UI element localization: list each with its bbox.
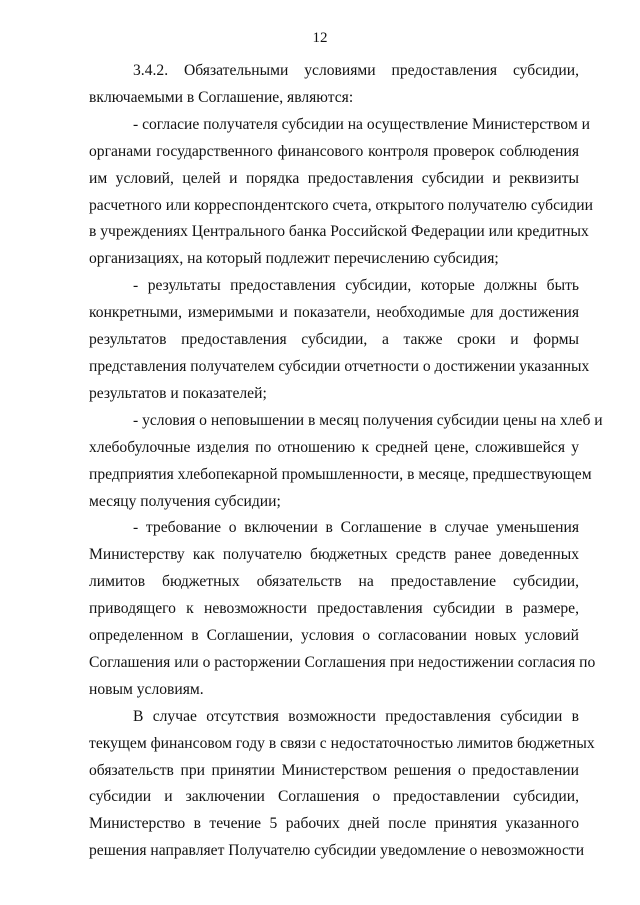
text-line: Министерству как получателю бюджетных средств ранее доведенных <box>89 546 579 564</box>
text-line: решения направляет Получателю субсидии уведомление о невозможности <box>89 842 585 860</box>
paragraph <box>89 273 590 408</box>
paragraph <box>89 704 595 865</box>
text-line: - условия о неповышении в месяц получения субсидии цены на хлеб и <box>133 411 603 429</box>
text-line: результатов и показателей; <box>89 384 267 402</box>
paragraph <box>89 112 593 273</box>
page-number: 12 <box>312 30 328 46</box>
text-line: результатов предоставления субсидии, а также сроки и формы <box>89 331 579 349</box>
text-line: - согласие получателя субсидии на осуществление Министерством и <box>133 115 590 133</box>
text-line: определенном в Соглашении, условия о согласовании новых условий <box>89 627 579 645</box>
text-line: обязательств при принятии Министерством решения о предоставлении <box>89 761 579 779</box>
text-line: Соглашения или о расторжении Соглашения при недостижении согласия по <box>89 653 596 671</box>
document-body <box>89 58 603 865</box>
text-line: В случае отсутствия возможности предоставления субсидии в <box>133 707 579 725</box>
text-line: новым условиям. <box>89 680 204 698</box>
text-line: хлебобулочные изделия по отношению к средней цене, сложившейся у <box>89 438 579 456</box>
text-line: субсидии и заключении Соглашения о предоставлении субсидии, <box>89 788 579 806</box>
text-line: - требование о включении в Соглашение в случае уменьшения <box>133 519 579 537</box>
text-line: Министерство в течение 5 рабочих дней после принятия указанного <box>89 815 579 833</box>
text-line: лимитов бюджетных обязательств на предоставление субсидии, <box>89 573 579 591</box>
text-line: текущем финансовом году в связи с недостаточностью лимитов бюджетных <box>89 734 595 752</box>
text-line: расчетного или корреспондентского счета, открытого получателю субсидии <box>89 196 593 214</box>
text-line: 3.4.2. Обязательными условиями предоставления субсидии, <box>133 62 579 79</box>
text-line: включаемыми в Соглашение, являются: <box>89 88 354 106</box>
text-line: предприятия хлебопекарной промышленности, в месяце, предшествующем <box>89 465 592 483</box>
text-line: органами государственного финансового контроля проверок соблюдения <box>89 142 579 160</box>
text-line: конкретными, измеримыми и показатели, необходимые для достижения <box>89 304 579 322</box>
text-line: приводящего к невозможности предоставления субсидии в размере, <box>89 600 579 618</box>
paragraph <box>89 408 603 516</box>
text-line: организациях, на который подлежит перечислению субсидия; <box>89 250 499 268</box>
paragraph <box>89 58 579 112</box>
text-line: в учреждениях Центрального банка Российской Федерации или кредитных <box>89 223 589 241</box>
text-line: месяцу получения субсидии; <box>89 492 281 510</box>
text-line: им условий, целей и порядка предоставления субсидии и реквизиты <box>89 169 579 187</box>
text-line: - результаты предоставления субсидии, которые должны быть <box>133 277 579 295</box>
paragraph <box>89 515 596 703</box>
text-line: представления получателем субсидии отчетности о достижении указанных <box>89 357 590 375</box>
